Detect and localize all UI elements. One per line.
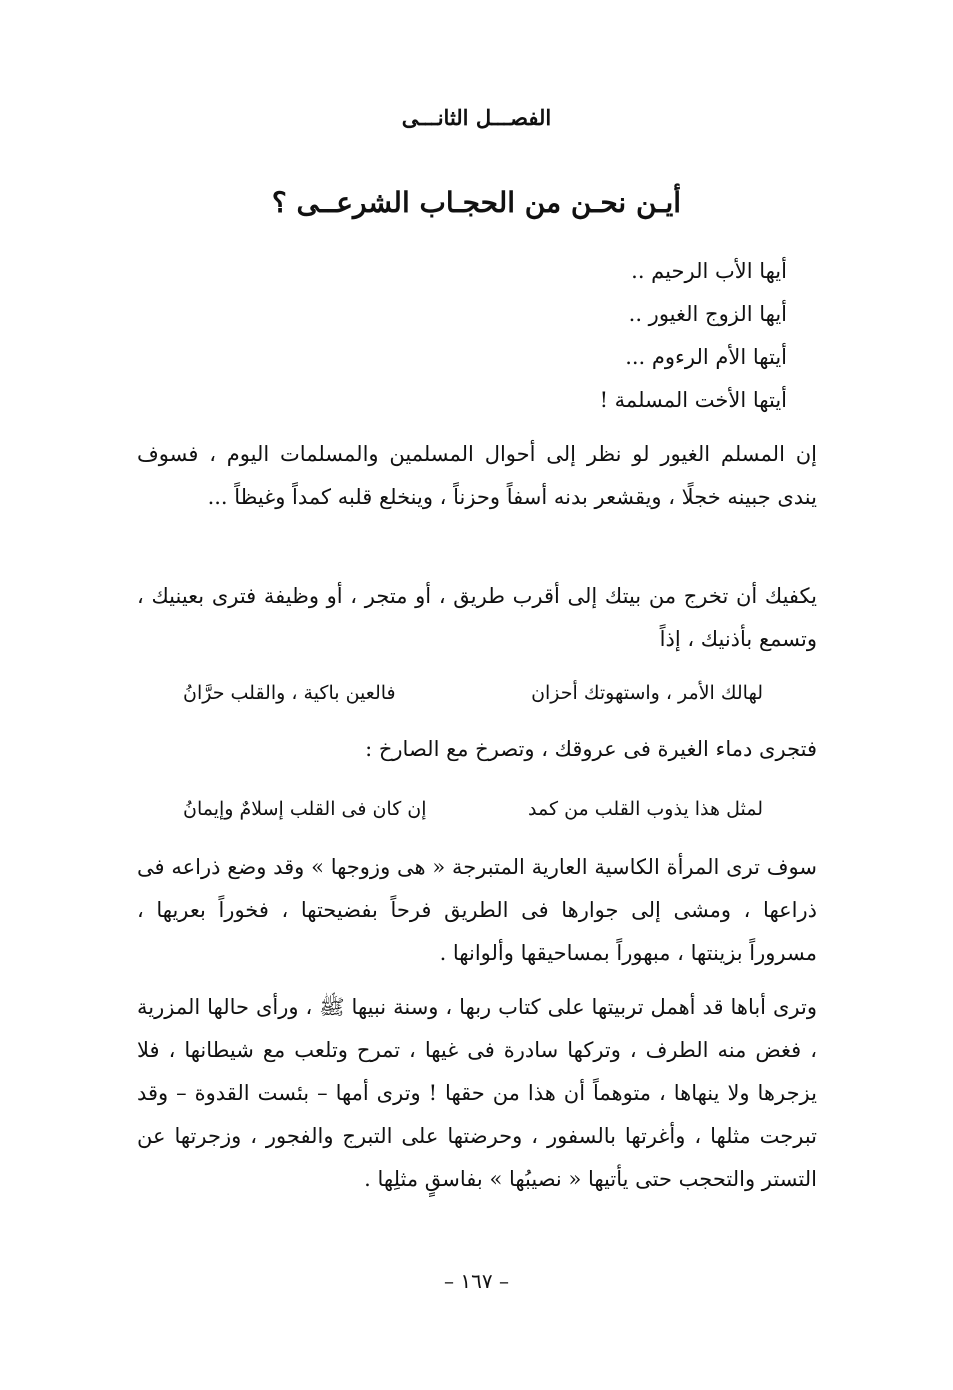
salutation-line: أيتها الأخت المسلمة !: [599, 388, 787, 412]
page-title: أيـن نحـن من الحجـاب الشرعــى ؟: [271, 186, 682, 219]
verse-first-hemistich: لمثل هذا يذوب القلب من كمد: [528, 798, 763, 820]
chapter-heading: الفصـــل الثانـــى: [401, 105, 552, 130]
salutation-line: أيتها الأم الرءوم ...: [625, 345, 787, 369]
poetry-verse: [183, 676, 763, 710]
verse-first-hemistich: لهالك الأمر ، واستهوتك أحزان: [531, 682, 763, 704]
paragraph: فتجرى دماء الغيرة فى عروقك ، وتصرخ مع الصارخ :: [365, 737, 817, 761]
paragraph: وترى أباها قد أهمل تربيتها على كتاب ربها ، وسنة نبيها ﷺ ، ورأى حالها المزرية ، فغض منه الطرف ، وتركها سادرة فى غيها ، تمرح وتلعب مع شيطانها ، فلا يزجرها ولا ينهاها ، متوهماً أن هذا من حقها ! وترى أمها – بئست القدوة – وقد تبرجت مثلها ، وأغرتها بالسفور ، وحرضتها على التبرج والفجور ، وزجرتها عن التستر والتحجب حتى يأتيها « نصيبُها » بفاسقٍ مثلِها .: [137, 995, 817, 1191]
salutation-line: أيها الأب الرحيم ..: [631, 259, 787, 283]
salutation-line: أيها الزوج الغيور ..: [628, 302, 787, 326]
poetry-verse: [183, 792, 763, 826]
paragraph: إن المسلم الغيور لو نظر إلى أحوال المسلمين والمسلمات اليوم ، فسوف يندى جبينه خجلًا ، ويقشعر بدنه أسفاً وحزناً ، وينخلع قلبه كمداً وغيظاً ...: [137, 442, 817, 509]
paragraph: يكفيك أن تخرج من بيتك إلى أقرب طريق ، أو متجر ، أو وظيفة فترى بعينيك ، وتسمع بأذنيك ، إذاً: [137, 584, 817, 651]
verse-second-hemistich: إن كان فى القلب إسلامٌ وإيمانُ: [183, 798, 427, 820]
paragraph: سوف ترى المرأة الكاسية العارية المتبرجة « هى وزوجها » وقد وضع ذراعه فى ذراعها ، ومشى إلى جوارها فى الطريق فرحاً بفضيحتها ، فخوراً بعريها ، مسروراً بزينتها ، مبهوراً بمساحيقها وألوانها .: [137, 855, 817, 965]
page-number: – ١٦٧ –: [444, 1269, 509, 1293]
verse-second-hemistich: فالعين باكية ، والقلب حرَّانُ: [183, 682, 396, 704]
salutations-list: [227, 250, 787, 422]
